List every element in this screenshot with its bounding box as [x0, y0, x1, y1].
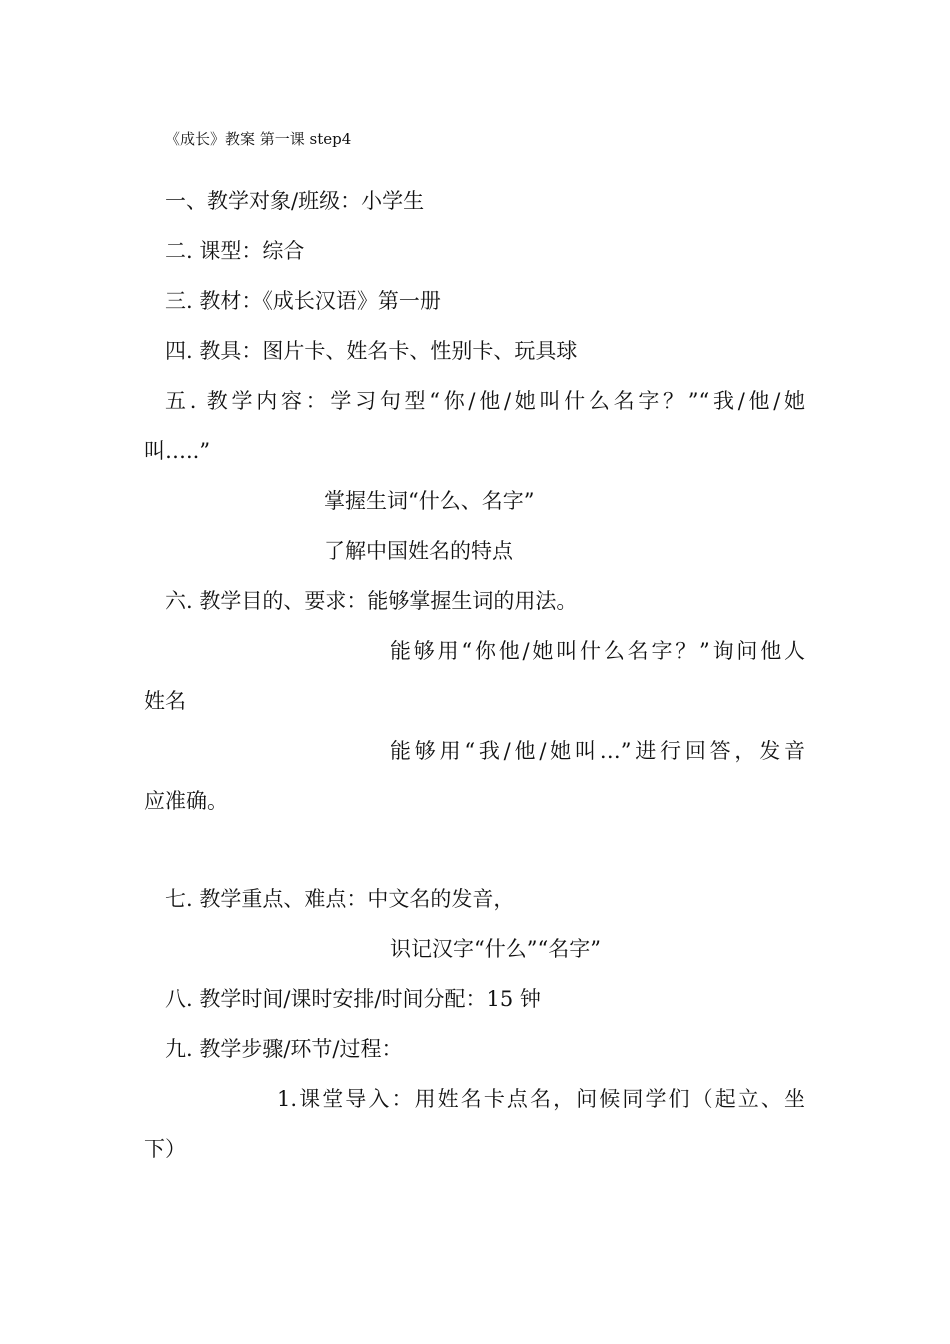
line-step-intro: 1.课堂导入：用姓名卡点名，问候同学们（起立、坐: [277, 1087, 805, 1111]
line-teaching-target: 一、教学对象/班级：小学生: [165, 189, 425, 213]
line-goal-answer: 能够用“我/他/她叫…”进行回答，发音: [390, 739, 805, 763]
line-lesson-type: 二. 课型：综合: [165, 239, 305, 263]
line-content-names: 了解中国姓名的特点: [324, 539, 513, 563]
line-teaching-goals: 六. 教学目的、要求：能够掌握生词的用法。: [165, 589, 578, 613]
line-goal-ask-name: 能够用“你他/她叫什么名字？”询问他人: [390, 639, 805, 663]
line-key-points-chars: 识记汉字“什么”“名字”: [390, 937, 601, 961]
line-goal-answer-cont: 应准确。: [144, 789, 228, 813]
document-header: 《成长》教案 第一课 step4: [165, 130, 352, 148]
line-teaching-content-cont: 叫…..”: [144, 439, 211, 463]
line-key-points: 七. 教学重点、难点：中文名的发音，: [165, 887, 515, 911]
line-textbook: 三. 教材：《成长汉语》第一册: [165, 289, 441, 313]
line-teaching-time: 八. 教学时间/课时安排/时间分配：15 钟: [165, 987, 541, 1011]
line-content-vocab: 掌握生词“什么、名字”: [324, 489, 535, 513]
line-teaching-content: 五. 教学内容：学习句型“你/他/她叫什么名字？”“我/他/她: [165, 389, 805, 413]
line-teaching-steps: 九. 教学步骤/环节/过程：: [165, 1037, 403, 1061]
line-step-intro-cont: 下）: [144, 1137, 186, 1161]
line-goal-ask-name-cont: 姓名: [144, 689, 186, 713]
line-teaching-aids: 四. 教具：图片卡、姓名卡、性别卡、玩具球: [165, 339, 578, 363]
